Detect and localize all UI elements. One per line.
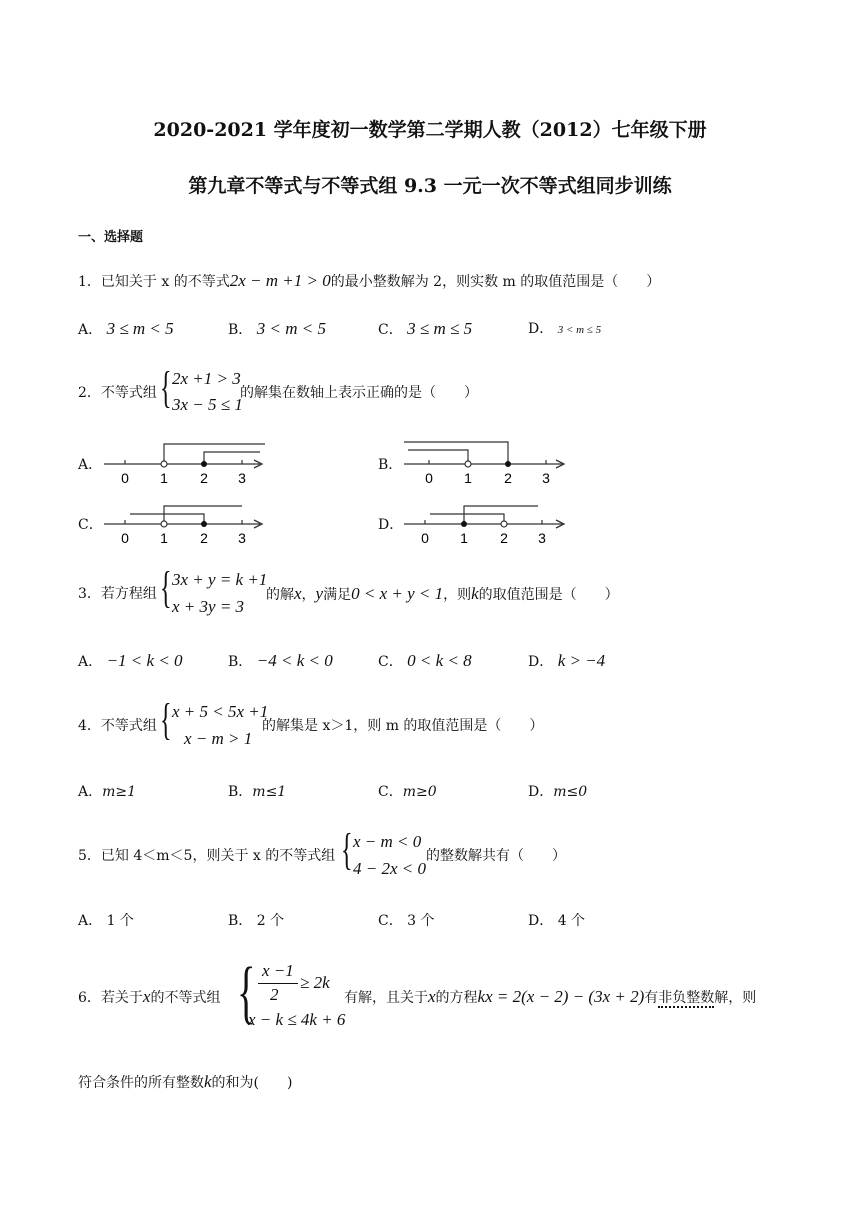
q3-option-c[interactable]: C． 0 < k < 8 xyxy=(378,651,472,670)
q2-option-c-label[interactable]: C． xyxy=(78,517,103,533)
q1-option-d[interactable]: D． 3 < m ≤ 5 xyxy=(528,321,602,337)
q3-post: 的解x，y满足0 < x + y < 1，则k的取值范围是（ ） xyxy=(266,584,619,603)
q1-post: 的最小整数解为 2，则实数 m 的取值范围是（ ） xyxy=(330,274,661,290)
q4-post: 的解集是 x＞1，则 m 的取值范围是（ ） xyxy=(262,718,544,734)
q5-lead: 5．已知 4＜m＜5，则关于 x 的不等式组 xyxy=(78,848,336,864)
q3-option-b[interactable]: B． −4 < k < 0 xyxy=(228,651,333,670)
q2-option-d-label[interactable]: D． xyxy=(378,517,404,533)
q2-brace: { xyxy=(160,363,172,412)
q6-line-2: 符合条件的所有整数k的和为( ) xyxy=(78,1072,293,1091)
q5-ineq-1: x − m < 0 xyxy=(353,832,422,851)
tick-3: 3 xyxy=(238,470,246,486)
q6-ineq-2: x − k ≤ 4k + 6 xyxy=(248,1010,346,1029)
section-heading: 一、选择题 xyxy=(78,230,144,245)
q2-ineq-2: 3x − 5 ≤ 1 xyxy=(172,395,243,414)
tick-0: 0 xyxy=(121,470,129,486)
q6-emphasis: 非负整数 xyxy=(658,990,715,1006)
q3-lead: 3．若方程组 xyxy=(78,586,157,602)
q6-frac-den: 2 xyxy=(270,985,279,1004)
open-dot xyxy=(501,521,507,527)
q2-ineq-1: 2x +1 > 3 xyxy=(172,369,241,388)
open-dot xyxy=(465,461,471,467)
q1-option-a[interactable]: A． 3 ≤ m < 5 xyxy=(78,319,174,338)
q1-number: 1． xyxy=(78,274,101,290)
q6-frac-bar xyxy=(258,983,298,984)
svg-text:2: 2 xyxy=(504,470,512,486)
q2-numberline-a[interactable] xyxy=(100,438,275,490)
q4-ineq-1: x + 5 < 5x +1 xyxy=(172,702,269,721)
closed-dot xyxy=(461,521,467,527)
q2-option-b-label[interactable]: B． xyxy=(378,457,403,473)
tick-1: 1 xyxy=(160,470,168,486)
q2-post: 的解集在数轴上表示正确的是（ ） xyxy=(240,385,478,401)
q3-eq-2: x + 3y = 3 xyxy=(172,597,245,616)
q3-eq-1: 3x + y = k +1 xyxy=(172,570,268,589)
svg-text:2: 2 xyxy=(200,530,208,546)
open-dot xyxy=(161,521,167,527)
q5-brace: { xyxy=(341,825,353,874)
q5-ineq-2: 4 − 2x < 0 xyxy=(353,859,426,878)
q3-brace: { xyxy=(160,563,172,612)
closed-dot xyxy=(201,521,207,527)
svg-text:0: 0 xyxy=(425,470,433,486)
q4-option-d[interactable]: D．m≤0 xyxy=(528,784,588,800)
svg-text:1: 1 xyxy=(460,530,468,546)
tick-2: 2 xyxy=(200,470,208,486)
title-line-2: 第九章不等式与不等式组 9.3 一元一次不等式组同步训练 xyxy=(188,175,672,197)
q1-pre: 已知关于 x 的不等式 xyxy=(100,274,230,290)
q5-option-c[interactable]: C． 3 个 xyxy=(378,913,435,929)
q5-option-b[interactable]: B． 2 个 xyxy=(228,913,285,929)
q2-lead: 2．不等式组 xyxy=(78,385,157,401)
q2-numberline-b[interactable] xyxy=(400,438,570,490)
svg-text:3: 3 xyxy=(238,530,246,546)
q6-brace: { xyxy=(237,954,256,1031)
q5-option-d[interactable]: D． 4 个 xyxy=(528,913,586,929)
svg-text:2: 2 xyxy=(500,530,508,546)
open-dot xyxy=(161,461,167,467)
q4-option-a[interactable]: A．m≥1 xyxy=(78,784,137,800)
svg-text:0: 0 xyxy=(421,530,429,546)
q5-option-a[interactable]: A． 1 个 xyxy=(78,913,134,929)
title-line-1: 2020-2021 学年度初一数学第二学期人教（2012）七年级下册 xyxy=(153,119,707,141)
q6-frac-rhs: ≥ 2k xyxy=(300,973,330,992)
svg-text:1: 1 xyxy=(464,470,472,486)
q6-lead: 6．若关于x的不等式组 xyxy=(78,987,221,1006)
q2-numberline-d[interactable] xyxy=(400,500,570,552)
q1-option-c[interactable]: C． 3 ≤ m ≤ 5 xyxy=(378,319,473,338)
closed-dot xyxy=(505,461,511,467)
q4-brace: { xyxy=(160,695,172,744)
q1-option-b[interactable]: B． 3 < m < 5 xyxy=(228,319,326,338)
q4-ineq-2: x − m > 1 xyxy=(184,729,253,748)
q2-option-a-label[interactable]: A． xyxy=(78,457,103,473)
closed-dot xyxy=(201,461,207,467)
q6-frac-num: x −1 xyxy=(262,961,294,980)
q4-lead: 4．不等式组 xyxy=(78,718,157,734)
q2-numberline-c[interactable] xyxy=(100,500,275,552)
q5-post: 的整数解共有（ ） xyxy=(426,848,566,864)
question-1 xyxy=(78,272,660,291)
svg-text:3: 3 xyxy=(538,530,546,546)
svg-text:0: 0 xyxy=(121,530,129,546)
q6-post: 有解，且关于x的方程kx = 2(x − 2) − (3x + 2)有非负整数解，则 xyxy=(344,987,757,1006)
svg-text:1: 1 xyxy=(160,530,168,546)
q4-option-c[interactable]: C．m≥0 xyxy=(378,784,437,800)
svg-text:3: 3 xyxy=(542,470,550,486)
q1-expr: 2x − m +1 > 0 xyxy=(229,271,331,290)
q3-option-d[interactable]: D． k > −4 xyxy=(528,651,606,670)
q3-option-a[interactable]: A． −1 < k < 0 xyxy=(78,651,183,670)
q4-option-b[interactable]: B．m≤1 xyxy=(228,784,287,800)
